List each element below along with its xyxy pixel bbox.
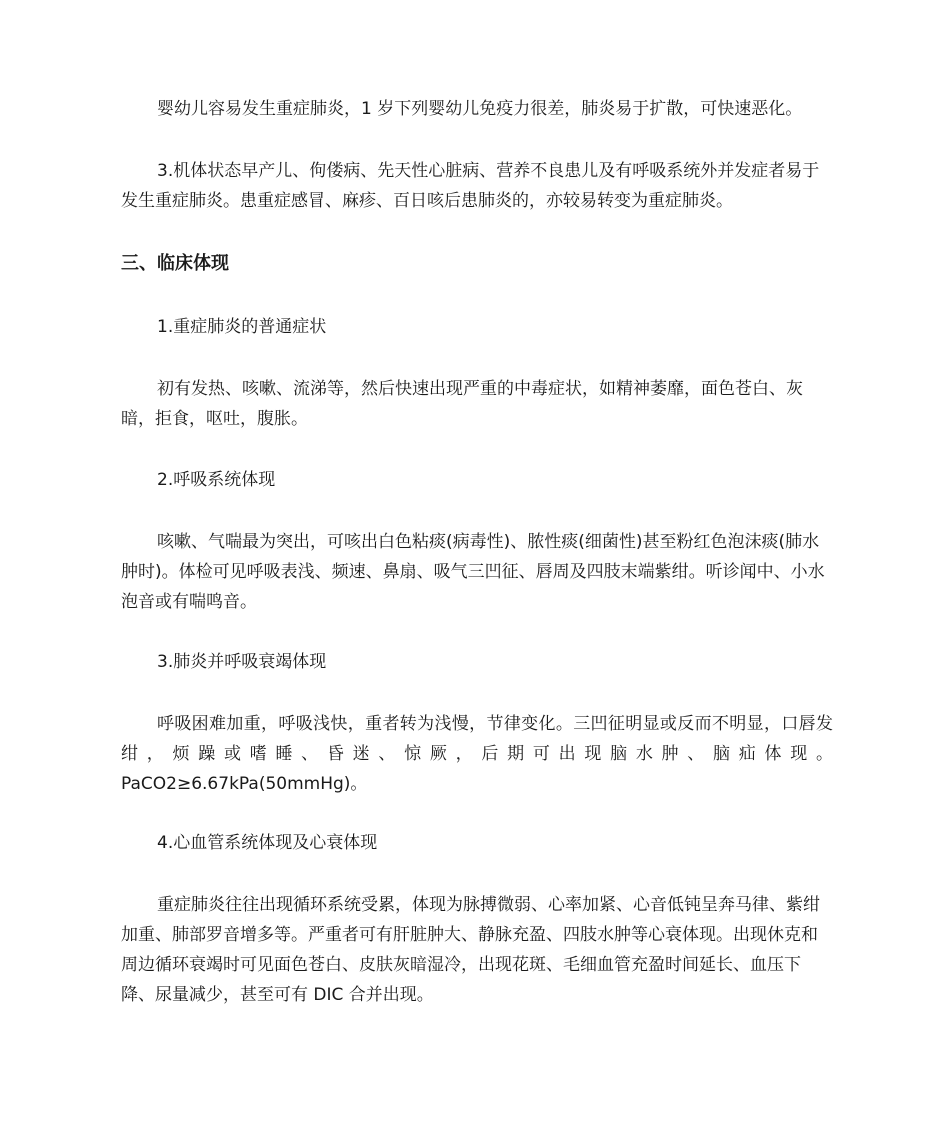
subheading-respiratory-failure: 3.肺炎并呼吸衰竭体现 — [157, 652, 327, 672]
paragraph-infant-susceptibility: 婴幼儿容易发生重症肺炎，1 岁下列婴幼儿免疫力很差，肺炎易于扩散，可快速恶化。 — [157, 99, 803, 119]
paragraph-respiratory-failure: 呼吸困难加重，呼吸浅快，重者转为浅慢，节律变化。三凹征明显或反而不明显，口唇发绀，烦躁或嗜睡、昏迷、惊厥，后期可出现脑水肿、脑疝体现。PaCO2≥6.67kPa(50mmHg)。 — [121, 714, 833, 794]
subheading-respiratory-system: 2.呼吸系统体现 — [157, 470, 276, 490]
section-heading-clinical-manifestations: 三、临床体现 — [121, 253, 229, 274]
paragraph-respiratory-system: 咳嗽、气喘最为突出，可咳出白色粘痰(病毒性)、脓性痰(细菌性)甚至粉红色泡沫痰(肺水肿时)。体检可见呼吸表浅、频速、鼻扇、吸气三凹征、唇周及四肢末端紫绀。听诊闻中、小水泡音或有喘鸣音。 — [121, 532, 825, 612]
paragraph-general-symptoms: 初有发热、咳嗽、流涕等，然后快速出现严重的中毒症状，如精神萎靡，面色苍白、灰暗，拒食，呕吐，腹胀。 — [121, 379, 803, 429]
subheading-cardiovascular-system: 4.心血管系统体现及心衰体现 — [157, 833, 378, 853]
paragraph-cardiovascular-system: 重症肺炎往往出现循环系统受累，体现为脉搏微弱、心率加紧、心音低钝呈奔马律、紫绀加重、肺部罗音增多等。严重者可有肝脏肿大、静脉充盈、四肢水肿等心衰体现。出现休克和周边循环衰竭时可见面色苍白、皮肤灰暗湿冷，出现花斑、毛细血管充盈时间延长、血压下降、尿量减少，甚至可有 DIC 合并出现。 — [121, 895, 820, 1005]
subheading-general-symptoms: 1.重症肺炎的普通症状 — [157, 317, 327, 337]
paragraph-body-condition: 3.机体状态早产儿、佝偻病、先天性心脏病、营养不良患儿及有呼吸系统外并发症者易于发生重症肺炎。患重症感冒、麻疹、百日咳后患肺炎的，亦较易转变为重症肺炎。 — [121, 161, 820, 211]
